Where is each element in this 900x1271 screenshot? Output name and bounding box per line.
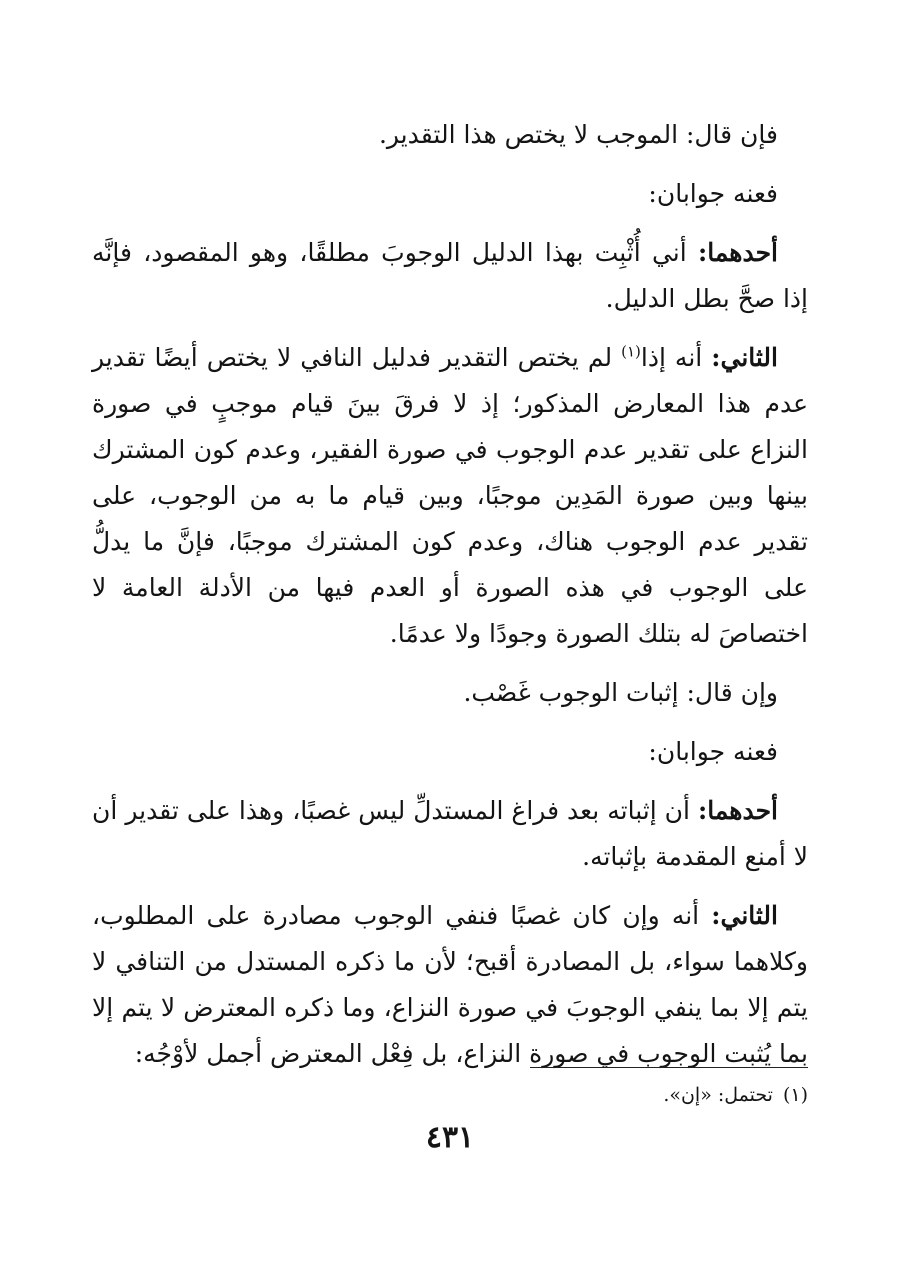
paragraph-text: أني أُثْبِت بهذا الدليل الوجوبَ مطلقًا، وهو المقصود، فإنَّه إذا صحَّ بطل الدليل. xyxy=(92,238,808,313)
paragraph-text: لم يختص التقدير فدليل النافي لا يختص أيضًا تقدير عدم هذا المعارض المذكور؛ إذ لا فرقَ بينَ قيام موجبٍ في صورة النزاع على تقدير عدم الوجوب في صورة الفقير، وعدم كون المشترك بينها وبين صورة المَدِين موجبًا، وبين قيام ما به من الوجوب، على تقدير عدم الوجوب هناك، وعدم كون المشترك موجبًا، فإنَّ ما يدلُّ على الوجوب في هذه الصورة أو العدم فيها من الأدلة العامة لا اختصاصَ له بتلك الصورة وجودًا ولا عدمًا. xyxy=(92,343,808,648)
paragraph-1: فإن قال: الموجب لا يختص هذا التقدير. xyxy=(378,120,778,149)
footnote xyxy=(92,1080,808,1110)
footnote-reference: (١) xyxy=(621,342,641,361)
footnote-divider xyxy=(530,1067,808,1068)
paragraph-lead: أحدهما: xyxy=(697,238,778,267)
paragraph-text: أنه إذا xyxy=(640,343,712,372)
footnote-text: تحتمل: «إن». xyxy=(663,1084,773,1106)
page-number: ٤٣١ xyxy=(425,1120,475,1155)
paragraph-text: أنه وإن كان غصبًا فنفي الوجوب مصادرة على المطلوب، وكلاهما سواء، بل المصادرة أقبح؛ لأن ما ذكره المستدل من التنافي لا يتم إلا بما ينفي الوجوبَ في صورة النزاع، وما ذكره المعترض لا يتم إلا بما يُثبت الوجوب في صورة النزاع، بل فِعْل المعترض أجمل لأوْجُه: xyxy=(92,901,808,1068)
paragraph-4 xyxy=(92,335,808,657)
paragraph-3 xyxy=(92,230,808,322)
paragraph-7 xyxy=(92,788,808,880)
paragraph-lead: الثاني: xyxy=(711,901,778,930)
footnote-number: (١) xyxy=(782,1084,808,1106)
paragraph-2: فعنه جوابان: xyxy=(648,179,778,208)
paragraph-6: فعنه جوابان: xyxy=(648,737,778,766)
page-body xyxy=(92,112,808,1090)
paragraph-lead: أحدهما: xyxy=(697,796,778,825)
paragraph-8 xyxy=(92,893,808,1077)
paragraph-5: وإن قال: إثبات الوجوب غَصْب. xyxy=(463,678,778,707)
paragraph-text: أن إثباته بعد فراغ المستدلِّ ليس غصبًا، وهذا على تقدير أن لا أمنع المقدمة بإثباته. xyxy=(92,796,808,871)
paragraph-lead: الثاني: xyxy=(711,343,778,372)
